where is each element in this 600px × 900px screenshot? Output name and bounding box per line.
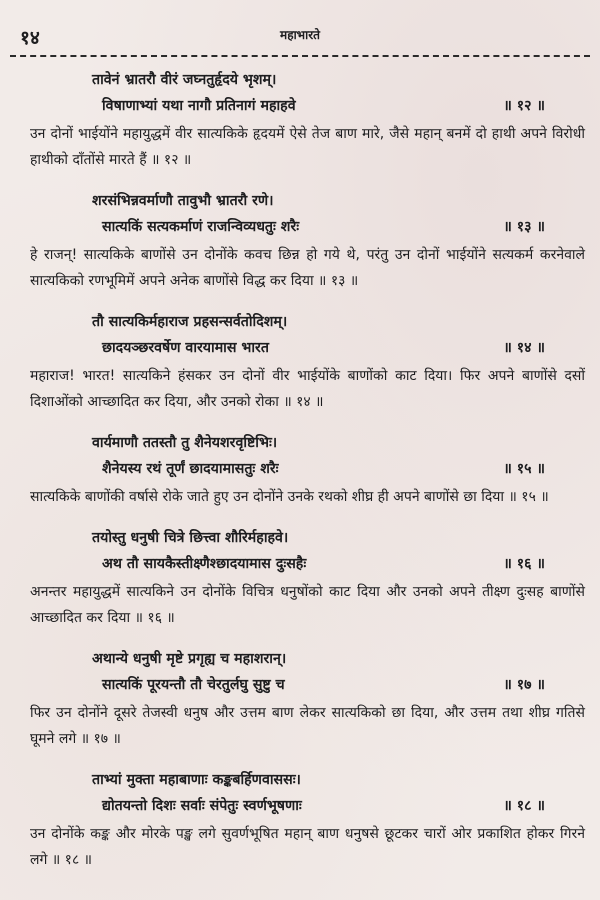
verse-section [30,430,585,510]
sanskrit-verse-line [30,551,585,577]
sanskrit-verse-text: द्योतयन्तो दिशः सर्वाः संपेतुः स्वर्णभूषणाः [102,798,302,814]
sanskrit-verse-line: अथान्ये धनुषी मृष्टे प्रगृह्य च महाशरान्। [92,651,287,667]
hindi-translation: उन दोनोंके कङ्क और मोरके पङ्ख लगे सुवर्णभूषित महान् बाण धनुषसे छूटकर चारों ओर प्रकाशित होकर गिरने लगे ॥ १८ ॥ [30,826,585,868]
sanskrit-verse-line [30,793,585,819]
hindi-translation: सात्यकिके बाणोंकी वर्षासे रोके जाते हुए उन दोनोंने उनके रथको शीघ्र ही अपने बाणोंसे छा दिया ॥ १५ ॥ [30,489,549,505]
sanskrit-verse-line: शरसंभिन्नवर्माणौ तावुभौ भ्रातरौ रणे। [92,193,274,209]
verse-section [30,188,585,294]
verse-number: ॥ १२ ॥ [503,98,545,114]
sanskrit-verse-text: छादयञ्छरवर्षेण वारयामास भारत [102,340,269,356]
hindi-translation: उन दोनों भाईयोंने महायुद्धमें वीर सात्यकिके हृदयमें ऐसे तेज बाण मारे, जैसे महान् बनमें दो हाथी अपने विरोधी हाथीको दाँतोंसे मारते हैं ॥ १२ ॥ [30,126,585,168]
verse-section [30,309,585,415]
page-number: १४ [20,27,40,49]
verse-section [30,767,585,873]
sanskrit-verse-line: तौ सात्यकिर्महाराज प्रहसन्सर्वतोदिशम्। [92,314,288,330]
running-title: महाभारते [280,28,320,42]
hindi-translation: हे राजन्! सात्यकिके बाणोंसे उन दोनोंके कवच छिन्न हो गये थे, परंतु उन दोनों भाईयोंने सत्यकर्म करनेवाले सात्यकिको रणभूमिमें अपने अनेक बाणोंसे विद्ध कर दिया ॥ १३ ॥ [30,247,585,289]
sanskrit-verse-text: अथ तौ सायकैस्तीक्ष्णैश्छादयामास दुःसहैः [102,556,307,572]
sanskrit-verse-line: ताभ्यां मुक्ता महाबाणाः कङ्कबर्हिणवाससः। [92,772,301,788]
verse-section [30,646,585,752]
verse-number: ॥ १८ ॥ [503,798,545,814]
page-header [10,24,590,52]
sanskrit-verse-line [30,335,585,361]
sanskrit-verse-line [30,93,585,119]
verse-number: ॥ १७ ॥ [503,677,545,693]
hindi-translation: फिर उन दोनोंने दूसरे तेजस्वी धनुष और उत्तम बाण लेकर सात्यकिको छा दिया, और उत्तम तथा शीघ्र गतिसे घूमने लगे ॥ १७ ॥ [30,705,585,747]
sanskrit-verse-line: तावेनं भ्रातरौ वीरं जघ्नतुर्हृदये भृशम्। [92,72,277,88]
header-divider [10,55,590,57]
hindi-translation: अनन्तर महायुद्धमें सात्यकिने उन दोनोंके विचित्र धनुषोंको काट दिया और उनको अपने तीक्ष्ण दुःसह बाणोंसे आच्छादित कर दिया ॥ १६ ॥ [30,584,585,626]
verse-number: ॥ १५ ॥ [503,461,545,477]
verse-section [30,67,585,173]
sanskrit-verse-line: तयोस्तु धनुषी चित्रे छित्त्वा शौरिर्महाहवे। [92,530,289,546]
sanskrit-verse-line [30,214,585,240]
verse-number: ॥ १४ ॥ [503,340,545,356]
hindi-translation: महाराज! भारत! सात्यकिने हंसकर उन दोनों वीर भाईयोंके बाणोंको काट दिया। फिर अपने बाणोंसे दसों दिशाओंको आच्छादित कर दिया, और उनको रोका ॥ १४ ॥ [30,368,585,410]
sanskrit-verse-line [30,456,585,482]
verse-number: ॥ १६ ॥ [503,556,545,572]
sanskrit-verse-text: सात्यकिं सत्यकर्माणं राजन्विव्यधतुः शरैः [102,219,300,235]
sanskrit-verse-text: विषाणाभ्यां यथा नागौ प्रतिनागं महाहवे [102,98,296,114]
sanskrit-verse-line: वार्यमाणौ ततस्तौ तु शैनेयशरवृष्टिभिः। [92,435,278,451]
page-body [30,67,585,888]
verse-number: ॥ १३ ॥ [503,219,545,235]
sanskrit-verse-line [30,672,585,698]
verse-section [30,525,585,631]
sanskrit-verse-text: सात्यकिं पूरयन्तौ तौ चेरतुर्लघु सुष्टु च [102,677,285,693]
sanskrit-verse-text: शैनेयस्य रथं तूर्णं छादयामासतुः शरैः [102,461,279,477]
